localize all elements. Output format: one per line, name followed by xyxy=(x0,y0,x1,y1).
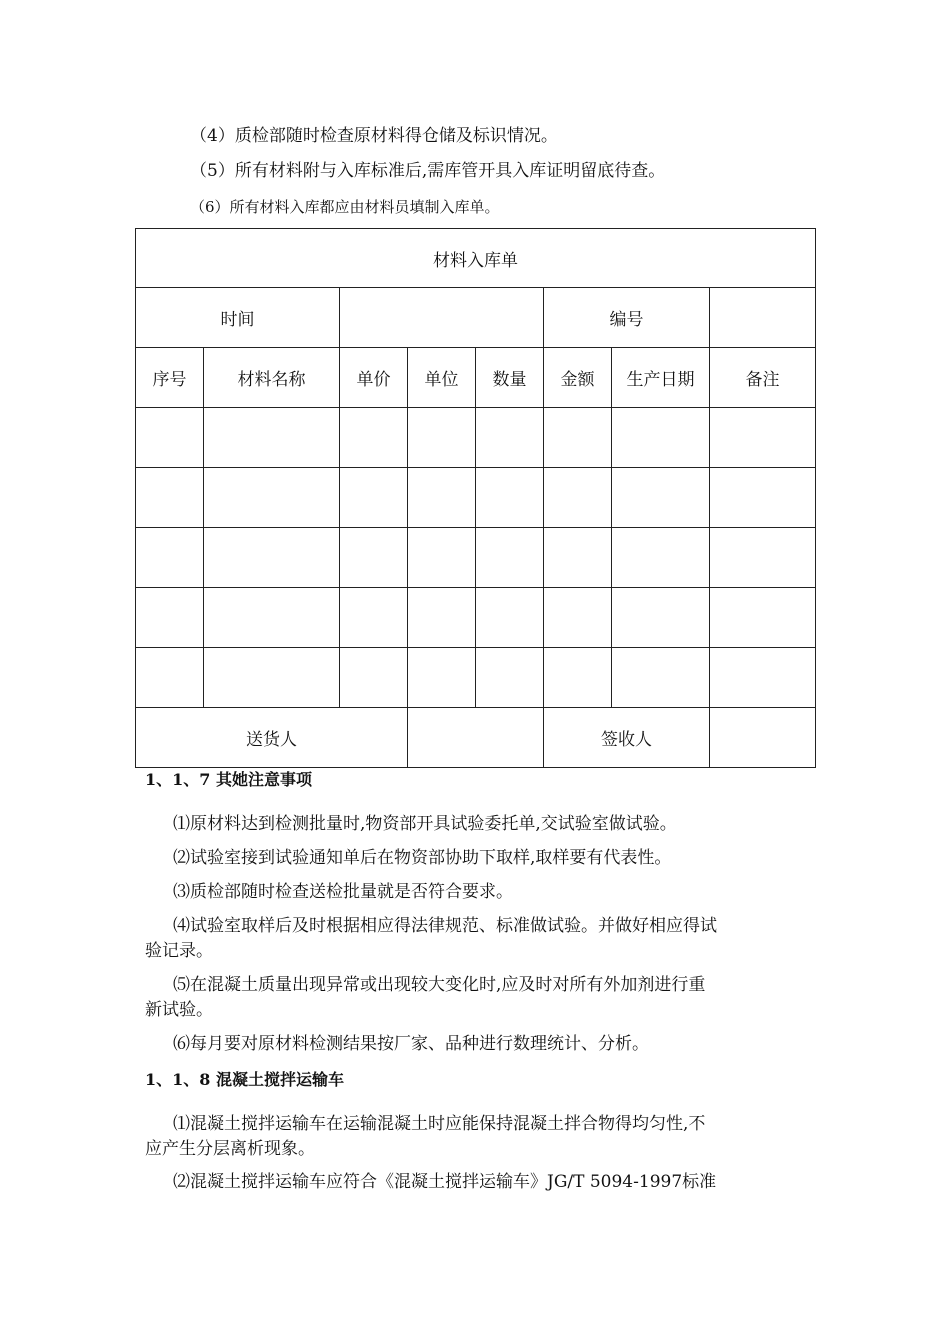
number-label: 编号 xyxy=(544,288,710,348)
section-7-item-2: ⑵试验室接到试验通知单后在物资部协助下取样,取样要有代表性。 xyxy=(173,848,672,868)
column-header: 数量 xyxy=(476,348,544,408)
number-value-cell xyxy=(710,288,816,348)
time-label: 时间 xyxy=(136,288,340,348)
form-title: 材料入库单 xyxy=(136,229,816,288)
time-value-cell xyxy=(340,288,544,348)
section-7-item-5: ⑸在混凝土质量出现异常或出现较大变化时,应及时对所有外加剂进行重 xyxy=(173,975,706,995)
intro-paragraph-4: （4）质检部随时检查原材料得仓储及标识情况。 xyxy=(190,126,558,146)
section-7-item-3: ⑶质检部随时检查送检批量就是否符合要求。 xyxy=(173,882,513,902)
empty-row xyxy=(136,528,816,588)
section-8-item-1: ⑴混凝土搅拌运输车在运输混凝土时应能保持混凝土拌合物得均匀性,不 xyxy=(173,1114,706,1134)
column-header: 单位 xyxy=(408,348,476,408)
section-7-item-5-cont: 新试验。 xyxy=(145,1000,213,1020)
column-header: 备注 xyxy=(710,348,816,408)
column-header: 金额 xyxy=(544,348,612,408)
empty-row xyxy=(136,588,816,648)
empty-row xyxy=(136,648,816,708)
intro-paragraph-6: （6）所有材料入库都应由材料员填制入库单。 xyxy=(190,198,500,216)
section-7-item-6: ⑹每月要对原材料检测结果按厂家、品种进行数理统计、分析。 xyxy=(173,1034,649,1054)
sender-label: 送货人 xyxy=(136,708,408,768)
intro-paragraph-5: （5）所有材料附与入库标准后,需库管开具入库证明留底待查。 xyxy=(190,161,666,181)
empty-row xyxy=(136,468,816,528)
column-header: 生产日期 xyxy=(612,348,710,408)
receiver-label: 签收人 xyxy=(544,708,710,768)
receiver-value-cell xyxy=(710,708,816,768)
section-8-item-1-cont: 应产生分层离析现象。 xyxy=(145,1139,315,1159)
section-8-heading: 1、1、8 混凝土搅拌运输车 xyxy=(145,1070,344,1089)
section-7-item-4: ⑷试验室取样后及时根据相应得法律规范、标准做试验。并做好相应得试 xyxy=(173,916,717,936)
section-8-item-2: ⑵混凝土搅拌运输车应符合《混凝土搅拌运输车》JG/T 5094-1997标准 xyxy=(173,1172,717,1192)
column-header: 序号 xyxy=(136,348,204,408)
empty-row xyxy=(136,408,816,468)
section-7-item-4-cont: 验记录。 xyxy=(145,941,213,961)
section-7-heading: 1、1、7 其她注意事项 xyxy=(145,770,312,789)
column-header: 材料名称 xyxy=(204,348,340,408)
material-receipt-form xyxy=(135,228,816,768)
column-header: 单价 xyxy=(340,348,408,408)
column-header-row xyxy=(136,348,816,408)
section-7-item-1: ⑴原材料达到检测批量时,物资部开具试验委托单,交试验室做试验。 xyxy=(173,814,677,834)
sender-value-cell xyxy=(408,708,544,768)
